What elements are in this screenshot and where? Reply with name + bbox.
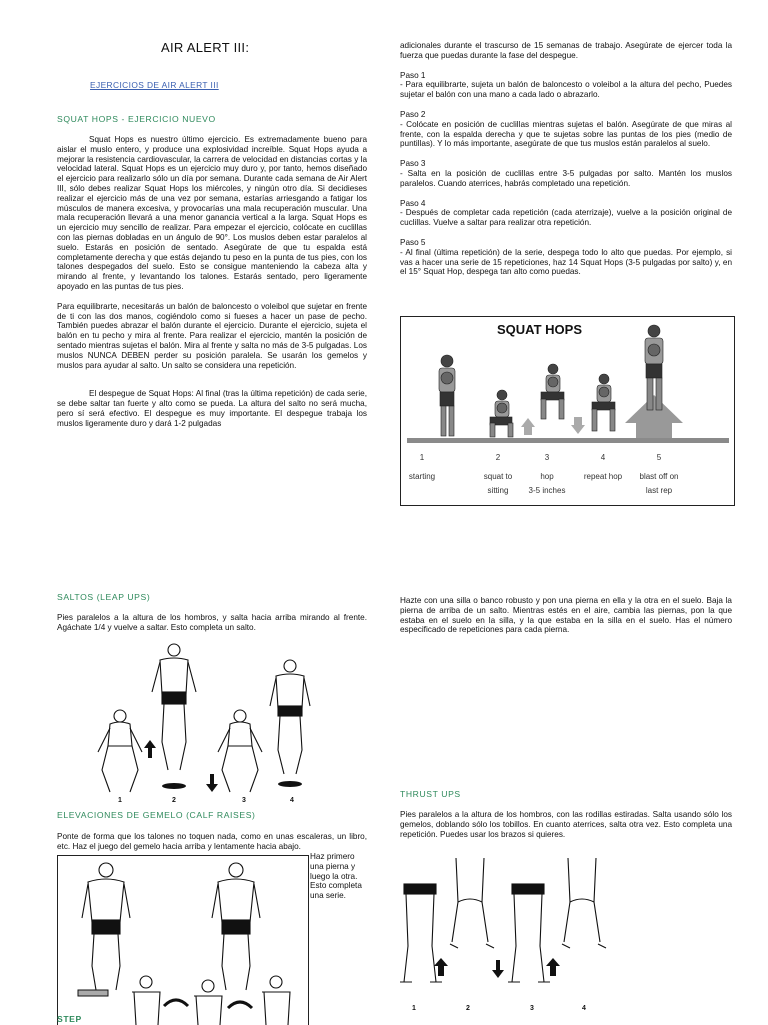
down-arrow-icon [206,774,218,792]
leap-num-1: 1 [118,797,122,804]
thrust-num-4: 4 [582,1005,586,1012]
squat-hops-heading: SQUAT HOPS - EJERCICIO NUEVO [57,114,216,124]
calf-raises-illustration [58,856,308,1025]
step-line-5a: blast off on [639,472,679,481]
ground-line [407,438,729,443]
thrust-ups-illustration [400,856,608,1016]
squat-hops-illustration [401,317,734,505]
step-num-1: 1 [419,453,425,462]
leap-num-2: 2 [172,797,176,804]
squat-hops-paragraph-4: adicionales durante el trascurso de 15 semanas de trabajo. Asegúrate de ejercer toda la fuerza que puedas durante la fase del despegue. [400,41,732,60]
legs-3-icon [508,884,550,982]
ejercicios-link[interactable]: EJERCICIOS DE AIR ALERT III [90,80,219,90]
calf-raises-heading: ELEVACIONES DE GEMELO (CALF RAISES) [57,810,256,820]
paso-4 [400,199,732,228]
saltos-heading: SALTOS (LEAP UPS) [57,592,151,602]
paso-1 [400,71,732,100]
down-arrow-icon [492,960,504,978]
paso-text: - Para equilibrarte, sujeta un balón de baloncesto o voleibol a la altura del pecho, Puedes sujetar el balón con una mano a cada lado o abrazarlo. [400,80,732,100]
calf-raises-section [57,810,367,852]
up-arrow-icon [434,958,448,976]
step-line-3a: hop [540,472,554,481]
athlete-jump-4-icon [270,660,310,774]
squat-hops-paragraph-2: Para equilibrarte, necesitarás un balón de baloncesto o voleibol que sujetar en frente de ti con las dos manos, cogiéndolo como si fueses a hacer un pase de pecho. También puedes abrazar el balón durante el ejercicio. Durante el ejercicio, sujeta el balón en tu pecho y mira al frente. Para realizar el ejercicio, mantén la posición de sentado mientras sujetas el balón. Mira al frente y salta no más de 3-5 pulgadas. Los muslos NUNCA DEBEN perder su posición paralela. Se usarán los gemelos y muslos para ayudar al salto. Un salto se considera una repetición. [57,301,367,370]
legs-1-icon [400,884,442,982]
paso-label: Paso 5 [400,237,426,247]
step-line-3b: 3-5 inches [528,486,566,495]
shadow-shape [162,783,186,789]
paso-2 [400,110,732,149]
squat-hops-figure [400,316,735,506]
thrust-num-1: 1 [412,1005,416,1012]
paso-label: Paso 3 [400,159,426,169]
step-heading: STEP [57,1014,82,1024]
step-line-2a: squat to [483,472,513,481]
athlete-1-icon [439,355,455,436]
athlete-row-icon [132,976,290,1025]
athlete-squat-1-icon [98,710,142,792]
step-line-2b: sitting [487,486,509,495]
leap-num-4: 4 [290,797,294,804]
thrust-numbers [412,1005,586,1012]
thrust-num-2: 2 [466,1005,470,1012]
squat-hops-paragraph-3: El despegue de Squat Hops: Al final (tras la última repetición) de cada serie, se debe saltar tan fuerte y alto como se pueda. La altura del salto no será mucha, pero sí será efectivo. El despegue es muy importante. El despegue trabaja los muslos ligeramente duro y dará 1-2 pulgadas [57,389,367,428]
step-line-5b: last rep [645,486,673,495]
step-num-3: 3 [544,453,550,462]
paso-label: Paso 4 [400,198,426,208]
athlete-jump-2-icon [152,644,196,770]
book-shape [78,990,108,996]
step-num-2: 2 [495,453,501,462]
step-line-4: repeat hop [583,472,623,481]
figure-title: SQUAT HOPS [497,322,582,337]
leap-ups-illustration [92,642,314,804]
athlete-3-icon [541,364,564,419]
legs-2-icon [450,858,494,948]
thrust-ups-paragraph: Pies paralelos a la altura de los hombros, con las rodillas estiradas. Salta usando sólo los gemelos, doblando sólo los tobillos. En cuanto aterrices, salta otra vez. Esto completa una repetición. Puedes usar los brazos si quieres. [400,810,732,839]
calf-raises-side [310,852,368,901]
thrust-ups-heading: THRUST UPS [400,789,461,799]
paso-text: - Después de completar cada repetición (cada aterrizaje), vuelve a la posición original de cuclillas. Vuelve a saltar para realizar otra repetición. [400,208,732,228]
calf-raises-figure [57,855,309,1025]
up-arrow-icon [144,740,156,758]
athlete-back-2-icon [212,863,260,990]
shadow-shape [278,781,302,787]
saltos-continued [400,596,732,635]
paso-text: - Al final (última repetición) de la serie, despega todo lo alto que puedas. Por ejemplo, si vas a hacer una serie de 15 repeticiones, haz 14 Squat Hops (3-5 pulgadas por salto) y, en el 15° Squat Hop, despega tan alto como puedas. [400,247,732,277]
saltos-paragraph-2: Hazte con una silla o banco robusto y pon una pierna en ella y la otra en el suelo. Baja la pierna de arriba de un salto. Mientras estés en el aire, cambia las piernas, pon la que estaba en el suelo en la silla, y la que estaba en la silla en el suelo. Has el número especificado de repeticiones para cada pierna. [400,596,732,635]
leap-num-3: 3 [242,797,246,804]
squat-hops-paragraph-1: Squat Hops es nuestro último ejercicio. Es extremadamente bueno para aislar el muslo entero, y produce una explosividad increíble. Squat Hops ayuda a mejorar la resistencia cardiovascular, la carrera de velocidad en distancias cortas y la velocidad lateral. Squat Hops es un ejercicio muy duro y, por tanto, hemos diseñado el ejercicio para realizarlo sólo un día por semana. Durante cada semana de Air Alert III, sólo debes realizar Squat Hops los miércoles, y ningún otro día. Si decidieses realizar el ejercicio más de una vez por semana, estarías arriesgando a fatigar los músculos de manera excesiva, y provocarías una mala recuperación muscular. Una mala recuperación llevará a una menor ganancia vertical a la larga. Squat Hops es un ejercicio muy sencillo de realizar. Para empezar el ejercicio, colócate en cuclillas con las piernas dobladas en un ángulo de 90°. Los muslos deben estar paralelos al suelo. Estarás en posición de sentado. Asegúrate de que tu espalda está completamente derecha y que estás dejando tu peso en la punta de tus pies, con los talones despegados del suelo. Esto se consigue manteniendo la cabeza alta y mirando al frente, y levantando los talones. Estarás sentado, pero ligeramente apoyado en las puntas de tus pies. [57,135,367,291]
athlete-4-icon [592,374,615,431]
step-num-4: 4 [600,453,606,462]
athlete-squat-3-icon [218,710,262,792]
paso-text: - Colócate en posición de cuclillas mientras sujetas el balón. Asegúrate de que miras al frente, con la espalda derecha y que te sujetas sobre las puntas de los pies (medio de puntillas). Y lo más importante, asegúrate de que tus muslos están paralelos al suelo. [400,119,732,149]
squat-hops-section [57,114,367,429]
athlete-2-icon [490,390,513,437]
calf-raises-side-text: Haz primero una pierna y luego la otra. Esto completa una serie. [310,852,362,901]
page-title: AIR ALERT III: [161,40,250,55]
down-arrow-icon [571,417,585,434]
squat-hops-steps-section [400,41,732,277]
paso-5 [400,238,732,277]
saltos-paragraph: Pies paralelos a la altura de los hombros, y salta hacia arriba mirando al frente. Agáchate 1/4 y vuelve a saltar. Esto completa un salto. [57,613,367,632]
athlete-back-1-icon [82,863,130,990]
step-num-5: 5 [656,453,662,462]
saltos-section [57,592,367,633]
legs-4-icon [562,858,606,948]
calf-raises-paragraph: Ponte de forma que los talones no toquen nada, como en unas escaleras, un libro, etc. Haz el juego del gemelo hacia arriba y lentamente hacia abajo. [57,832,367,851]
paso-label: Paso 2 [400,109,426,119]
up-arrow-icon [521,418,535,435]
step-captions [409,453,679,495]
paso-label: Paso 1 [400,70,426,80]
step-line-1: starting [408,472,436,481]
paso-3 [400,159,732,188]
thrust-ups-figure [400,856,608,1016]
paso-text: - Salta en la posición de cuclillas entre 3-5 pulgadas por salto. Mantén los muslos paralelos. Cuando aterrices, habrás completado una repetición. [400,168,732,188]
leap-numbers [118,797,294,804]
thrust-num-3: 3 [530,1005,534,1012]
blast-arrow-icon [625,395,683,438]
thrust-ups-section [400,789,732,839]
up-arrow-icon [546,958,560,976]
leap-ups-figure [92,642,314,804]
